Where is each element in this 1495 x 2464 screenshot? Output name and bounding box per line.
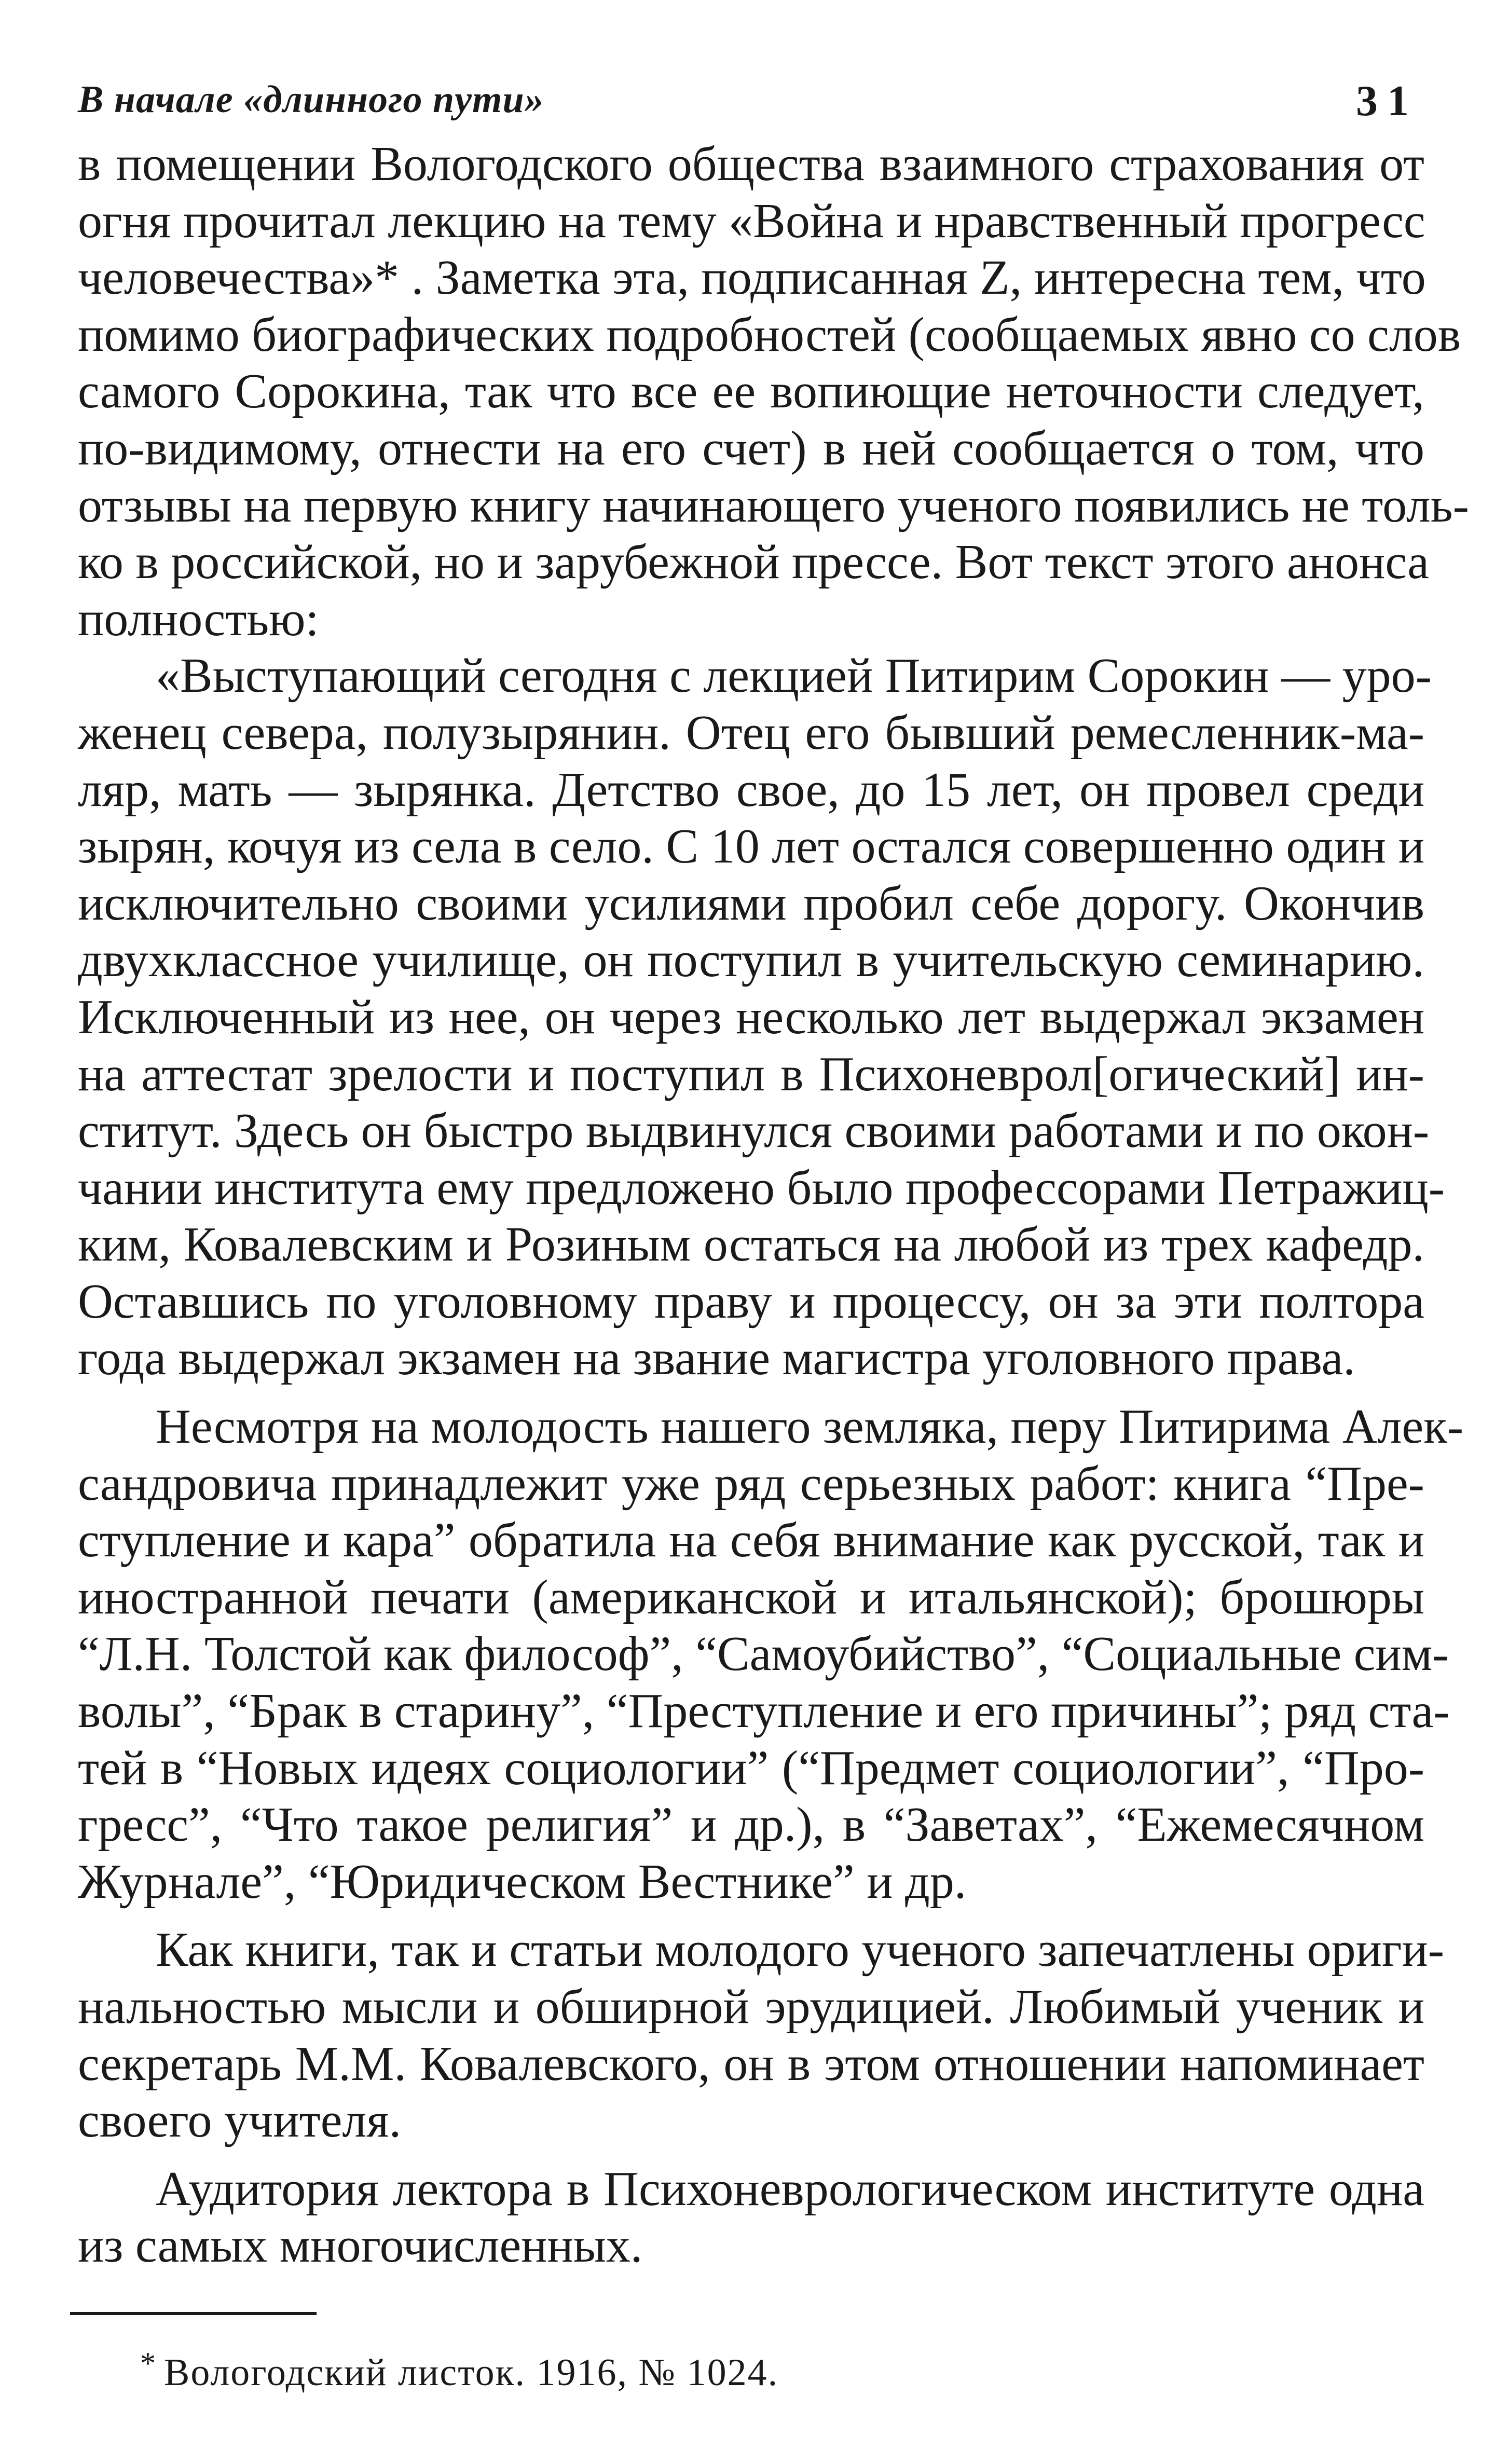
footnote-mark: * — [140, 2346, 157, 2380]
text-line: сандровича принадлежит уже ряд серьезных работ: книга “Пре- — [78, 1456, 1424, 1511]
text-line: зырян, кочуя из села в село. С 10 лет остался совершенно один и — [78, 819, 1424, 874]
text-line: ляр, мать — зырянка. Детство свое, до 15 лет, он провел среди — [78, 762, 1424, 817]
footnote-rule — [70, 2312, 317, 2315]
body-text — [78, 136, 1469, 2275]
paragraph — [78, 1399, 1464, 1910]
text-line: на аттестат зрелости и поступил в Психоневрол[огический] ин- — [78, 1047, 1424, 1101]
text-line: иностранной печати (американской и итальянской); брошюры — [78, 1570, 1424, 1624]
text-line: огня прочитал лекцию на тему «Война и нравственный прогресс — [78, 194, 1425, 248]
text-line: чании института ему предложено было профессорами Петражиц- — [78, 1160, 1445, 1215]
text-line: двухклассное училище, он поступил в учительскую семинарию. — [78, 933, 1424, 988]
text-line: Аудитория лектора в Психоневрологическом институте одна — [156, 2161, 1424, 2216]
footnote — [140, 2346, 778, 2395]
text-line: тей в “Новых идеях социологии” (“Предмет социологии”, “Про- — [78, 1741, 1424, 1795]
text-line: Журнале”, “Юридическом Вестнике” и др. — [78, 1854, 967, 1909]
text-line: женец севера, полузырянин. Отец его бывший ремесленник-ма- — [78, 705, 1424, 760]
text-line: секретарь М.М. Ковалевского, он в этом отношении напоминает — [78, 2036, 1424, 2091]
text-line: ступление и кара” обратила на себя внимание как русской, так и — [78, 1513, 1424, 1568]
text-line: нальностью мысли и обширной эрудицией. Любимый ученик и — [78, 1980, 1424, 2034]
text-line: ко в российской, но и зарубежной прессе. Вот текст этого анонса — [78, 535, 1429, 590]
text-line: «Выступающий сегодня с лекцией Питирим Сорокин — уро- — [156, 649, 1432, 703]
text-line: в помещении Вологодского общества взаимного страхования от — [78, 137, 1424, 191]
text-line: полностью: — [78, 592, 319, 646]
footnote-text: Вологодский листок. 1916, № 1024. — [164, 2351, 779, 2394]
text-line: самого Сорокина, так что все ее вопиющие неточности следует, — [78, 364, 1424, 419]
page-number: 31 — [1356, 77, 1418, 125]
text-line: ким, Ковалевским и Розиным остаться на любой из трех кафедр. — [78, 1217, 1424, 1272]
text-line: Несмотря на молодость нашего земляка, перу Питирима Алек- — [156, 1400, 1464, 1454]
text-line: Оставшись по уголовному праву и процессу, он за эти полтора — [78, 1274, 1424, 1329]
text-line: года выдержал экзамен на звание магистра уголовного права. — [78, 1331, 1355, 1386]
text-line: своего учителя. — [78, 2093, 402, 2148]
text-line: по-видимому, отнести на его счет) в ней сообщается о том, что — [78, 421, 1424, 475]
text-line: Исключенный из нее, он через несколько лет выдержал экзамен — [78, 990, 1424, 1044]
paragraph — [78, 648, 1445, 1387]
text-line: исключительно своими усилиями пробил себе дорогу. Окончив — [78, 876, 1424, 930]
running-title: В начале «длинного пути» — [78, 78, 544, 121]
text-line: гресс”, “Что такое религия” и др.), в “Заветах”, “Ежемесячном — [78, 1798, 1424, 1852]
text-line: Как книги, так и статьи молодого ученого запечатлены ориги- — [156, 1923, 1445, 1977]
text-line: помимо биографических подробностей (сообщаемых явно со слов — [78, 307, 1461, 362]
text-line: волы”, “Брак в старину”, “Преступление и его причины”; ряд ста- — [78, 1684, 1450, 1739]
paragraph — [78, 1922, 1445, 2149]
text-line: ститут. Здесь он быстро выдвинулся своими работами и по окон- — [78, 1104, 1430, 1158]
text-line: “Л.Н. Толстой как философ”, “Самоубийство”, “Социальные сим- — [78, 1627, 1449, 1681]
paragraph — [78, 2161, 1424, 2275]
text-line: из самых многочисленных. — [78, 2219, 643, 2273]
text-line: человечества»* . Заметка эта, подписанная Z, интересна тем, что — [78, 251, 1426, 305]
paragraph — [78, 136, 1469, 648]
text-line: отзывы на первую книгу начинающего ученого появились не толь- — [78, 478, 1469, 532]
